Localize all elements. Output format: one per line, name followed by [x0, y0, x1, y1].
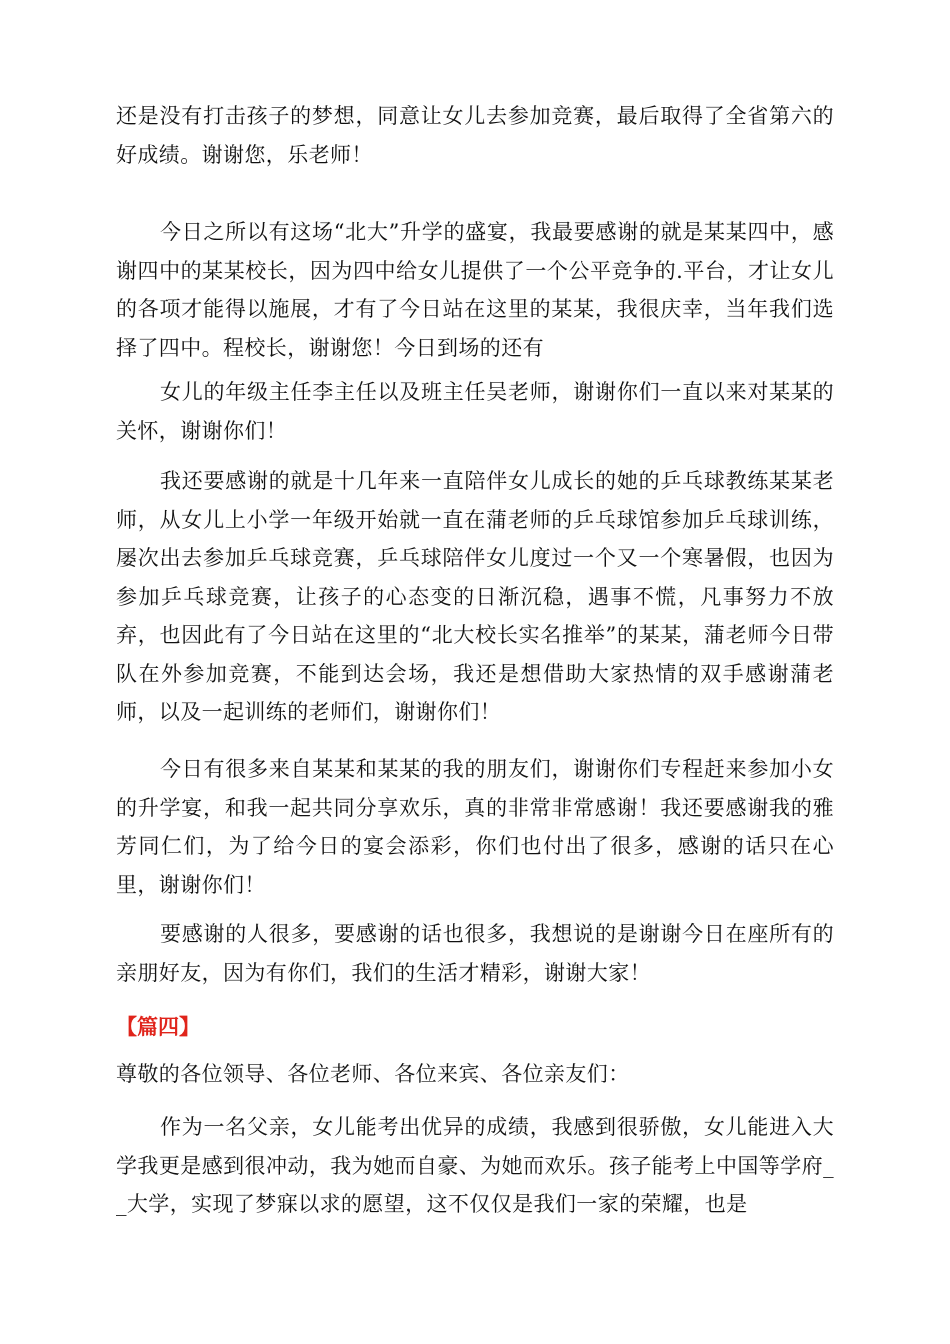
paragraph-1: 还是没有打击孩子的梦想，同意让女儿去参加竞赛，最后取得了全省第六的好成绩。谢谢您，乐老师！	[116, 104, 834, 167]
paragraph-3: 女儿的年级主任李主任以及班主任吴老师，谢谢你们一直以来对某某的关怀，谢谢你们！	[116, 380, 834, 443]
salutation: 尊敬的各位领导、各位老师、各位来宾、各位亲友们：	[116, 1062, 630, 1086]
closing-paragraph: 作为一名父亲，女儿能考出优异的成绩，我感到很骄傲，女儿能进入大学我更是感到很冲动，我为她而自豪、为她而欢乐。孩子能考上中国等学府__大学，实现了梦寐以求的愿望，这不仅仅是我们一家的荣耀，也是	[116, 1115, 834, 1216]
paragraph-6: 要感谢的人很多，要感谢的话也很多，我想说的是谢谢今日在座所有的亲朋好友，因为有你们，我们的生活才精彩，谢谢大家！	[116, 922, 834, 985]
paragraph-2: 今日之所以有这场“北大”升学的盛宴，我最要感谢的就是某某四中，感谢四中的某某校长，因为四中给女儿提供了一个公平竞争的.平台，才让女儿的各项才能得以施展，才有了今日站在这里的某某，我很庆幸，当年我们选择了四中。程校长，谢谢您！今日到场的还有	[116, 220, 834, 360]
paragraph-4: 我还要感谢的就是十几年来一直陪伴女儿成长的她的乒乓球教练某某老师，从女儿上小学一年级开始就一直在蒲老师的乒乓球馆参加乒乓球训练，屡次出去参加乒乓球竞赛，乒乓球陪伴女儿度过一个又一个寒暑假，也因为参加乒乓球竞赛，让孩子的心态变的日渐沉稳，遇事不慌，凡事努力不放弃，也因此有了今日站在这里的“北大校长实名推举”的某某，蒲老师今日带队在外参加竞赛，不能到达会场，我还是想借助大家热情的双手感谢蒲老师，以及一起训练的老师们，谢谢你们！	[116, 469, 834, 724]
section-heading: 【篇四】	[116, 1015, 200, 1039]
paragraph-5: 今日有很多来自某某和某某的我的朋友们，谢谢你们专程赶来参加小女的升学宴，和我一起共同分享欢乐，真的非常非常感谢！我还要感谢我的雅芳同仁们，为了给今日的宴会添彩，你们也付出了很多，感谢的话只在心里，谢谢你们！	[116, 757, 834, 897]
